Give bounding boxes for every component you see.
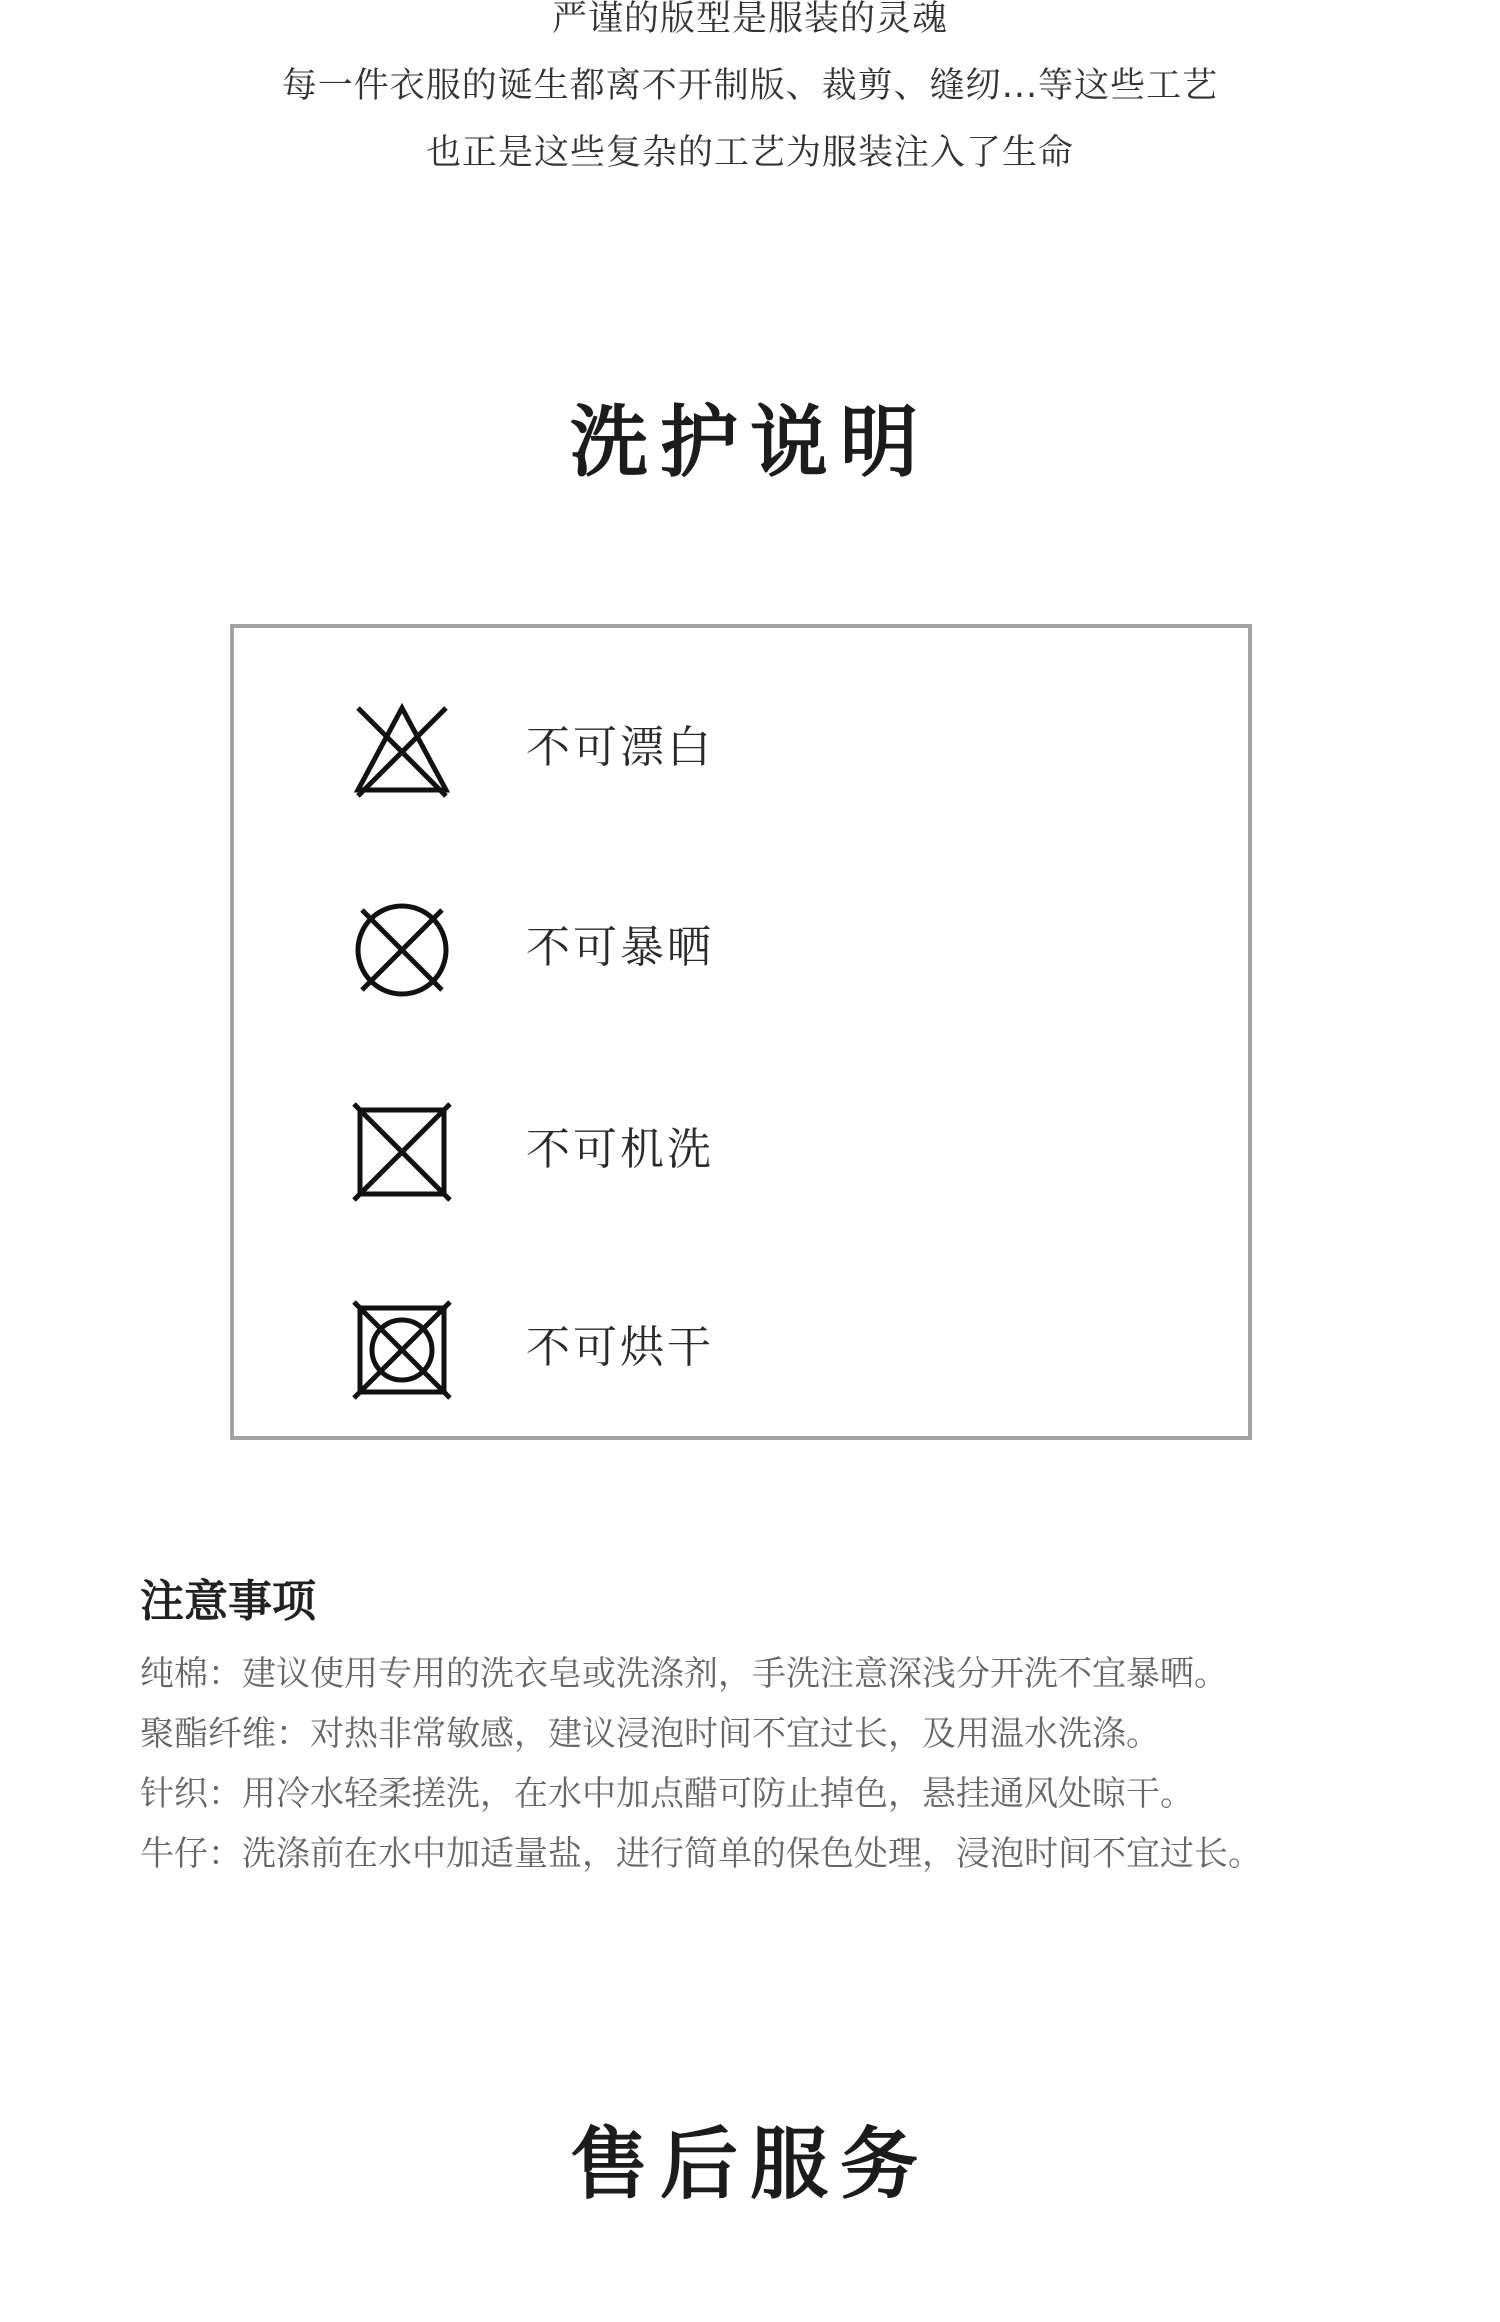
note-line-knit: 针织：用冷水轻柔搓洗，在水中加点醋可防止掉色，悬挂通风处晾干。 [140,1774,1194,1814]
care-item-no-machine-wash [234,1092,1248,1202]
note-line-cotton: 纯棉：建议使用专用的洗衣皂或洗涤剂，手洗注意深浅分开洗不宜暴晒。 [140,1654,1228,1694]
intro-line: 每一件衣服的诞生都离不开制版、裁剪、缝纫...等这些工艺 [281,66,1219,106]
care-item-label: 不可暴晒 [526,922,714,973]
care-notes [140,1570,1400,1884]
care-instructions-box [230,624,1252,1440]
note-line-polyester: 聚酯纤维：对热非常敏感，建议浸泡时间不宜过长，及用温水洗涤。 [140,1714,1160,1754]
intro-line: 也正是这些复杂的工艺为服装注入了生命 [425,133,1074,173]
no-tumble-dry-icon [350,1298,454,1402]
care-item-no-tumble-dry [234,1290,1248,1400]
note-line-denim: 牛仔：洗涤前在水中加适量盐，进行简单的保色处理，浸泡时间不宜过长。 [140,1834,1262,1874]
intro-text [0,0,1500,187]
notes-title: 注意事项 [140,1576,316,1627]
care-item-label: 不可漂白 [526,722,714,773]
intro-line: 严谨的版型是服装的灵魂 [551,0,948,39]
no-machine-wash-icon [350,1100,454,1204]
after-sales-title: 售后服务 [569,2120,930,2210]
no-bleach-icon [350,698,454,802]
care-instructions-title: 洗护说明 [569,398,930,488]
care-item-label: 不可烘干 [526,1322,714,1373]
care-item-no-bleach [234,690,1248,800]
no-sun-dry-icon [350,898,454,1002]
care-item-label: 不可机洗 [526,1124,714,1175]
care-item-no-sun-dry [234,890,1248,1000]
